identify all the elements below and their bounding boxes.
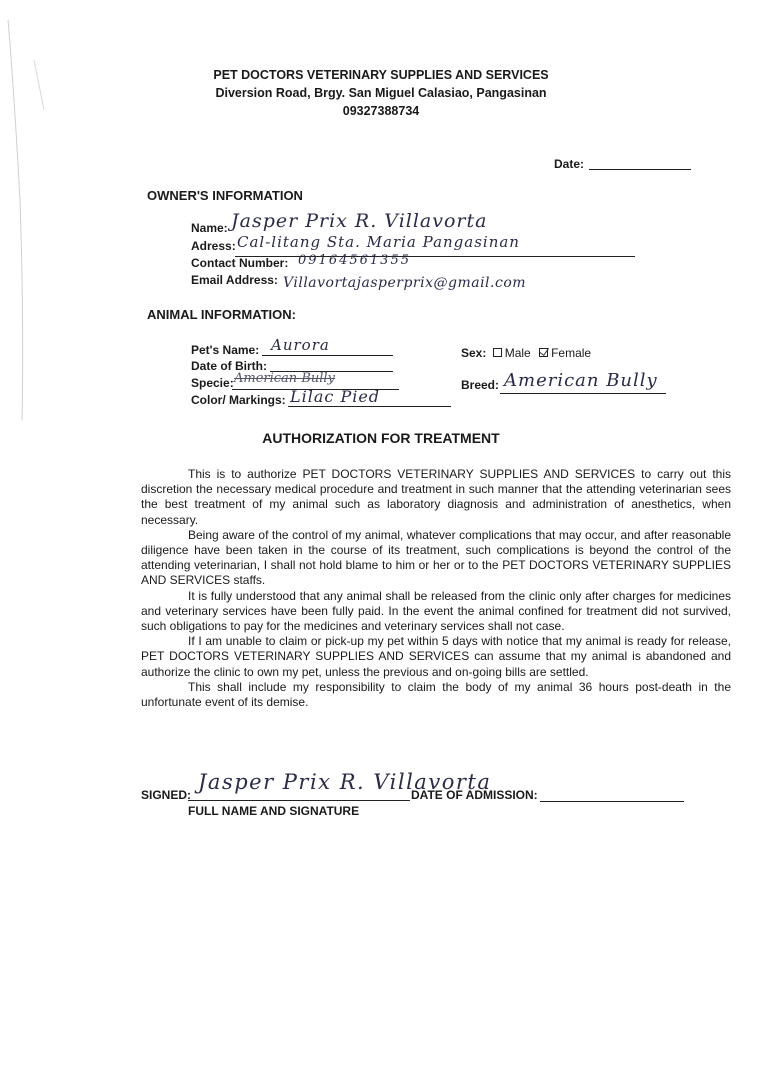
sex-male-checkbox[interactable] <box>493 348 502 357</box>
breed-value[interactable]: American Bully <box>504 370 658 391</box>
admission-line[interactable] <box>540 801 684 802</box>
date-label: Date: <box>554 157 585 171</box>
signature-value[interactable]: Jasper Prix R. Villavorta <box>198 770 492 794</box>
sex-field <box>461 346 591 360</box>
owner-email-value[interactable]: Villavortajasperprix@gmail.com <box>283 275 527 291</box>
clinic-phone: 09327388734 <box>342 104 420 118</box>
owner-section-title: OWNER'S INFORMATION <box>147 188 303 203</box>
specie-label: Specie: <box>191 376 234 390</box>
sex-female-label: Female <box>551 346 592 360</box>
sex-male-label: Male <box>504 346 531 360</box>
authorization-body <box>141 467 731 710</box>
owner-address-line <box>235 256 635 257</box>
animal-section-title: ANIMAL INFORMATION: <box>147 307 296 322</box>
pet-name-line <box>262 355 393 356</box>
color-line <box>288 406 451 407</box>
owner-contact-label: Contact Number: <box>191 256 289 270</box>
owner-address-label: Adress: <box>191 239 236 253</box>
owner-name-label: Name: <box>191 221 228 235</box>
authorization-paragraph: This is to authorize PET DOCTORS VETERINARY SUPPLIES AND SERVICES to carry out this discretion the necessary medical procedure and treatment in such manner that the attending veterinarian sees the best treatment of my animal such as laboratory diagnosis and administration of anesthetics, when necessary. <box>141 467 731 527</box>
signed-label: SIGNED: <box>141 788 192 802</box>
authorization-paragraph: If I am unable to claim or pick-up my pet within 5 days with notice that my animal is ready for release, PET DOCTORS VETERINARY SUPPLIES AND SERVICES can assume that my animal is abandoned and authorize the clinic to own my pet, unless the previous and on-going bills are settled. <box>141 634 731 679</box>
owner-email-label: Email Address: <box>191 273 278 287</box>
sex-female-checkbox[interactable] <box>539 348 548 357</box>
pet-name-value[interactable]: Aurora <box>271 336 330 354</box>
owner-address-value[interactable]: Cal-litang Sta. Maria Pangasinan <box>237 233 520 251</box>
owner-name-value[interactable]: Jasper Prix R. Villavorta <box>231 210 488 232</box>
authorization-title: AUTHORIZATION FOR TREATMENT <box>262 430 500 446</box>
color-value[interactable]: Lilac Pied <box>290 387 381 406</box>
breed-label: Breed: <box>461 378 500 392</box>
clinic-address: Diversion Road, Brgy. San Miguel Calasiao, Pangasinan <box>215 86 547 100</box>
authorization-paragraph: It is fully understood that any animal shall be released from the clinic only after charges for medicines and veterinary services have been fully paid. In the event the animal confined for treatment did not survived, such obligations to pay for the medicines and veterinary services shall not case. <box>141 588 731 634</box>
breed-line <box>500 393 666 394</box>
pet-name-label: Pet's Name: <box>191 343 260 357</box>
authorization-paragraph: This shall include my responsibility to claim the body of my animal 36 hours post-death in the unfortunate event of its demise. <box>141 679 731 710</box>
date-line[interactable] <box>589 169 691 170</box>
clinic-name: PET DOCTORS VETERINARY SUPPLIES AND SERVICES <box>213 68 549 82</box>
owner-contact-value[interactable]: 09164561355 <box>298 253 411 268</box>
sex-label: Sex: <box>461 346 487 360</box>
authorization-paragraph: Being aware of the control of my animal, whatever complications that may occur, and after reasonable diligence have been taken in the course of its treatment, such complications is beyond the control of the attending veterinarian, I shall not hold blame to him or her or to the PET DOCTORS VETERINARY SUPPLIES AND SERVICES staffs. <box>141 527 731 588</box>
specie-value[interactable]: American Bully <box>234 371 335 386</box>
signature-line <box>188 800 410 801</box>
admission-label: DATE OF ADMISSION: <box>411 788 538 802</box>
dob-label: Date of Birth: <box>191 359 267 373</box>
fullname-caption: FULL NAME AND SIGNATURE <box>188 804 360 818</box>
color-label: Color/ Markings: <box>191 393 286 407</box>
